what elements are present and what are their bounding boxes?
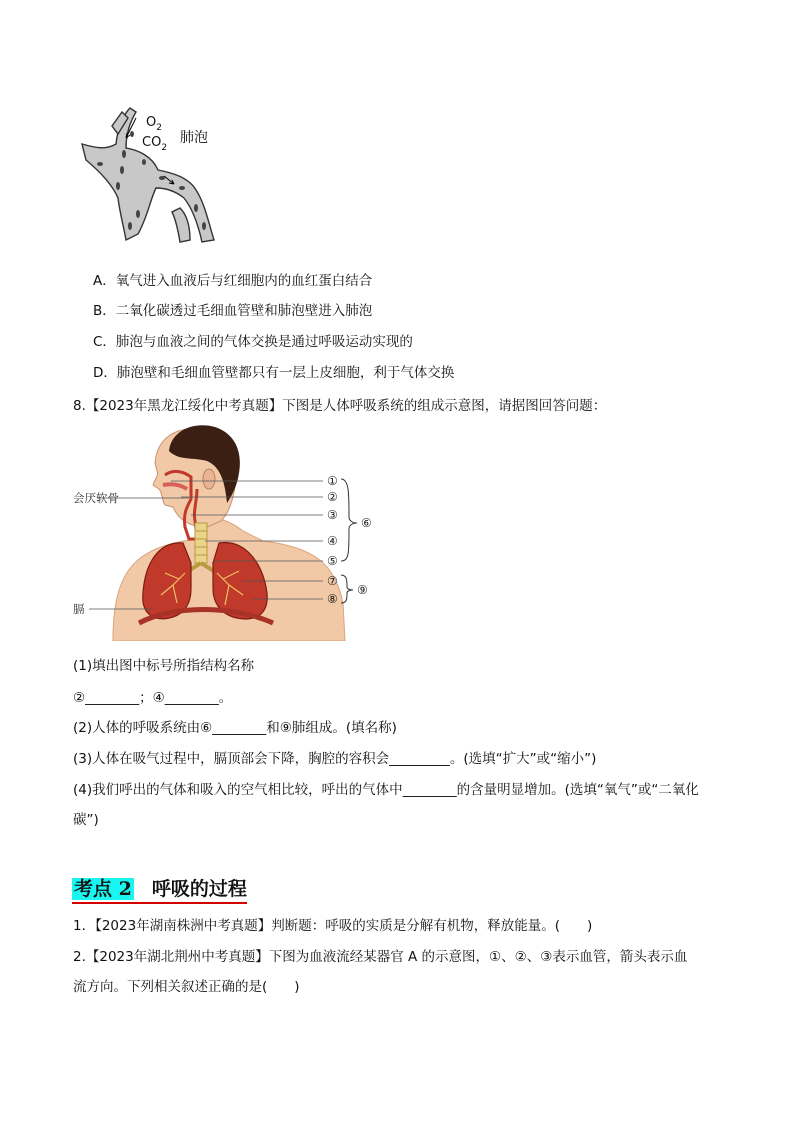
q8-part2: (2)人体的呼吸系统由⑥________和⑨肺组成。(填名称) bbox=[73, 720, 397, 736]
option-a: A．氧气进入血液后与红细胞内的血红蛋白结合 bbox=[93, 273, 373, 289]
section-underline bbox=[72, 902, 247, 904]
marker-1: ① bbox=[327, 474, 338, 488]
marker-6-group: ⑥ bbox=[361, 516, 372, 530]
label-epiglottis: 会厌软骨 bbox=[73, 491, 119, 505]
q8-part3: (3)人体在吸气过程中，膈顶部会下降，胸腔的容积会_________。(选填“扩大”或“缩小”) bbox=[73, 751, 597, 767]
q8-part1: (1)填出图中标号所指结构名称 bbox=[73, 658, 255, 674]
q8-part1-blanks: ②________；④________。 bbox=[73, 690, 233, 706]
section-number: 考点 2 bbox=[74, 878, 132, 900]
svg-text:O2 bbox=[146, 115, 162, 133]
question-2-2-line1: 2.【2023年湖北荆州中考真题】下图为血液流经某器官 A 的示意图，①、②、③表示血管，箭头表示血 bbox=[73, 949, 688, 965]
marker-7: ⑦ bbox=[327, 574, 338, 588]
svg-text:CO2 bbox=[142, 135, 167, 153]
section-title: 呼吸的过程 bbox=[151, 878, 247, 900]
o2-label: O bbox=[146, 115, 157, 130]
co2-label: CO bbox=[142, 135, 162, 150]
question-2-1: 1．【2023年湖南株洲中考真题】判断题：呼吸的实质是分解有机物，释放能量。( ) bbox=[73, 918, 593, 934]
option-c: C．肺泡与血液之间的气体交换是通过呼吸运动实现的 bbox=[93, 334, 413, 350]
respiratory-system-figure bbox=[73, 423, 393, 641]
section-heading bbox=[72, 874, 247, 901]
marker-5: ⑤ bbox=[327, 554, 338, 568]
q8-part4-line2: 碳”) bbox=[73, 812, 99, 828]
option-d: D．肺泡壁和毛细血管壁都只有一层上皮细胞，利于气体交换 bbox=[93, 365, 455, 381]
question-2-2-line2: 流方向。下列相关叙述正确的是( ) bbox=[73, 979, 300, 995]
o2-subscript: 2 bbox=[156, 123, 162, 133]
co2-subscript: 2 bbox=[161, 143, 168, 153]
option-b: B．二氧化碳透过毛细血管壁和肺泡壁进入肺泡 bbox=[93, 303, 373, 319]
alveolus-label: 肺泡 bbox=[180, 130, 208, 146]
question-8-stem: 8.【2023年黑龙江绥化中考真题】下图是人体呼吸系统的组成示意图，请据图回答问题： bbox=[73, 398, 607, 414]
marker-8: ⑧ bbox=[327, 592, 338, 606]
alveolus-gas-exchange-figure bbox=[78, 104, 238, 246]
marker-2: ② bbox=[327, 490, 338, 504]
marker-4: ④ bbox=[327, 534, 338, 548]
q8-part4-line1: (4)我们呼出的气体和吸入的空气相比较，呼出的气体中________的含量明显增加。(选填“氧气”或“二氧化 bbox=[73, 782, 699, 798]
marker-3: ③ bbox=[327, 508, 338, 522]
label-diaphragm: 膈 bbox=[73, 602, 85, 616]
marker-9-group: ⑨ bbox=[357, 583, 368, 597]
